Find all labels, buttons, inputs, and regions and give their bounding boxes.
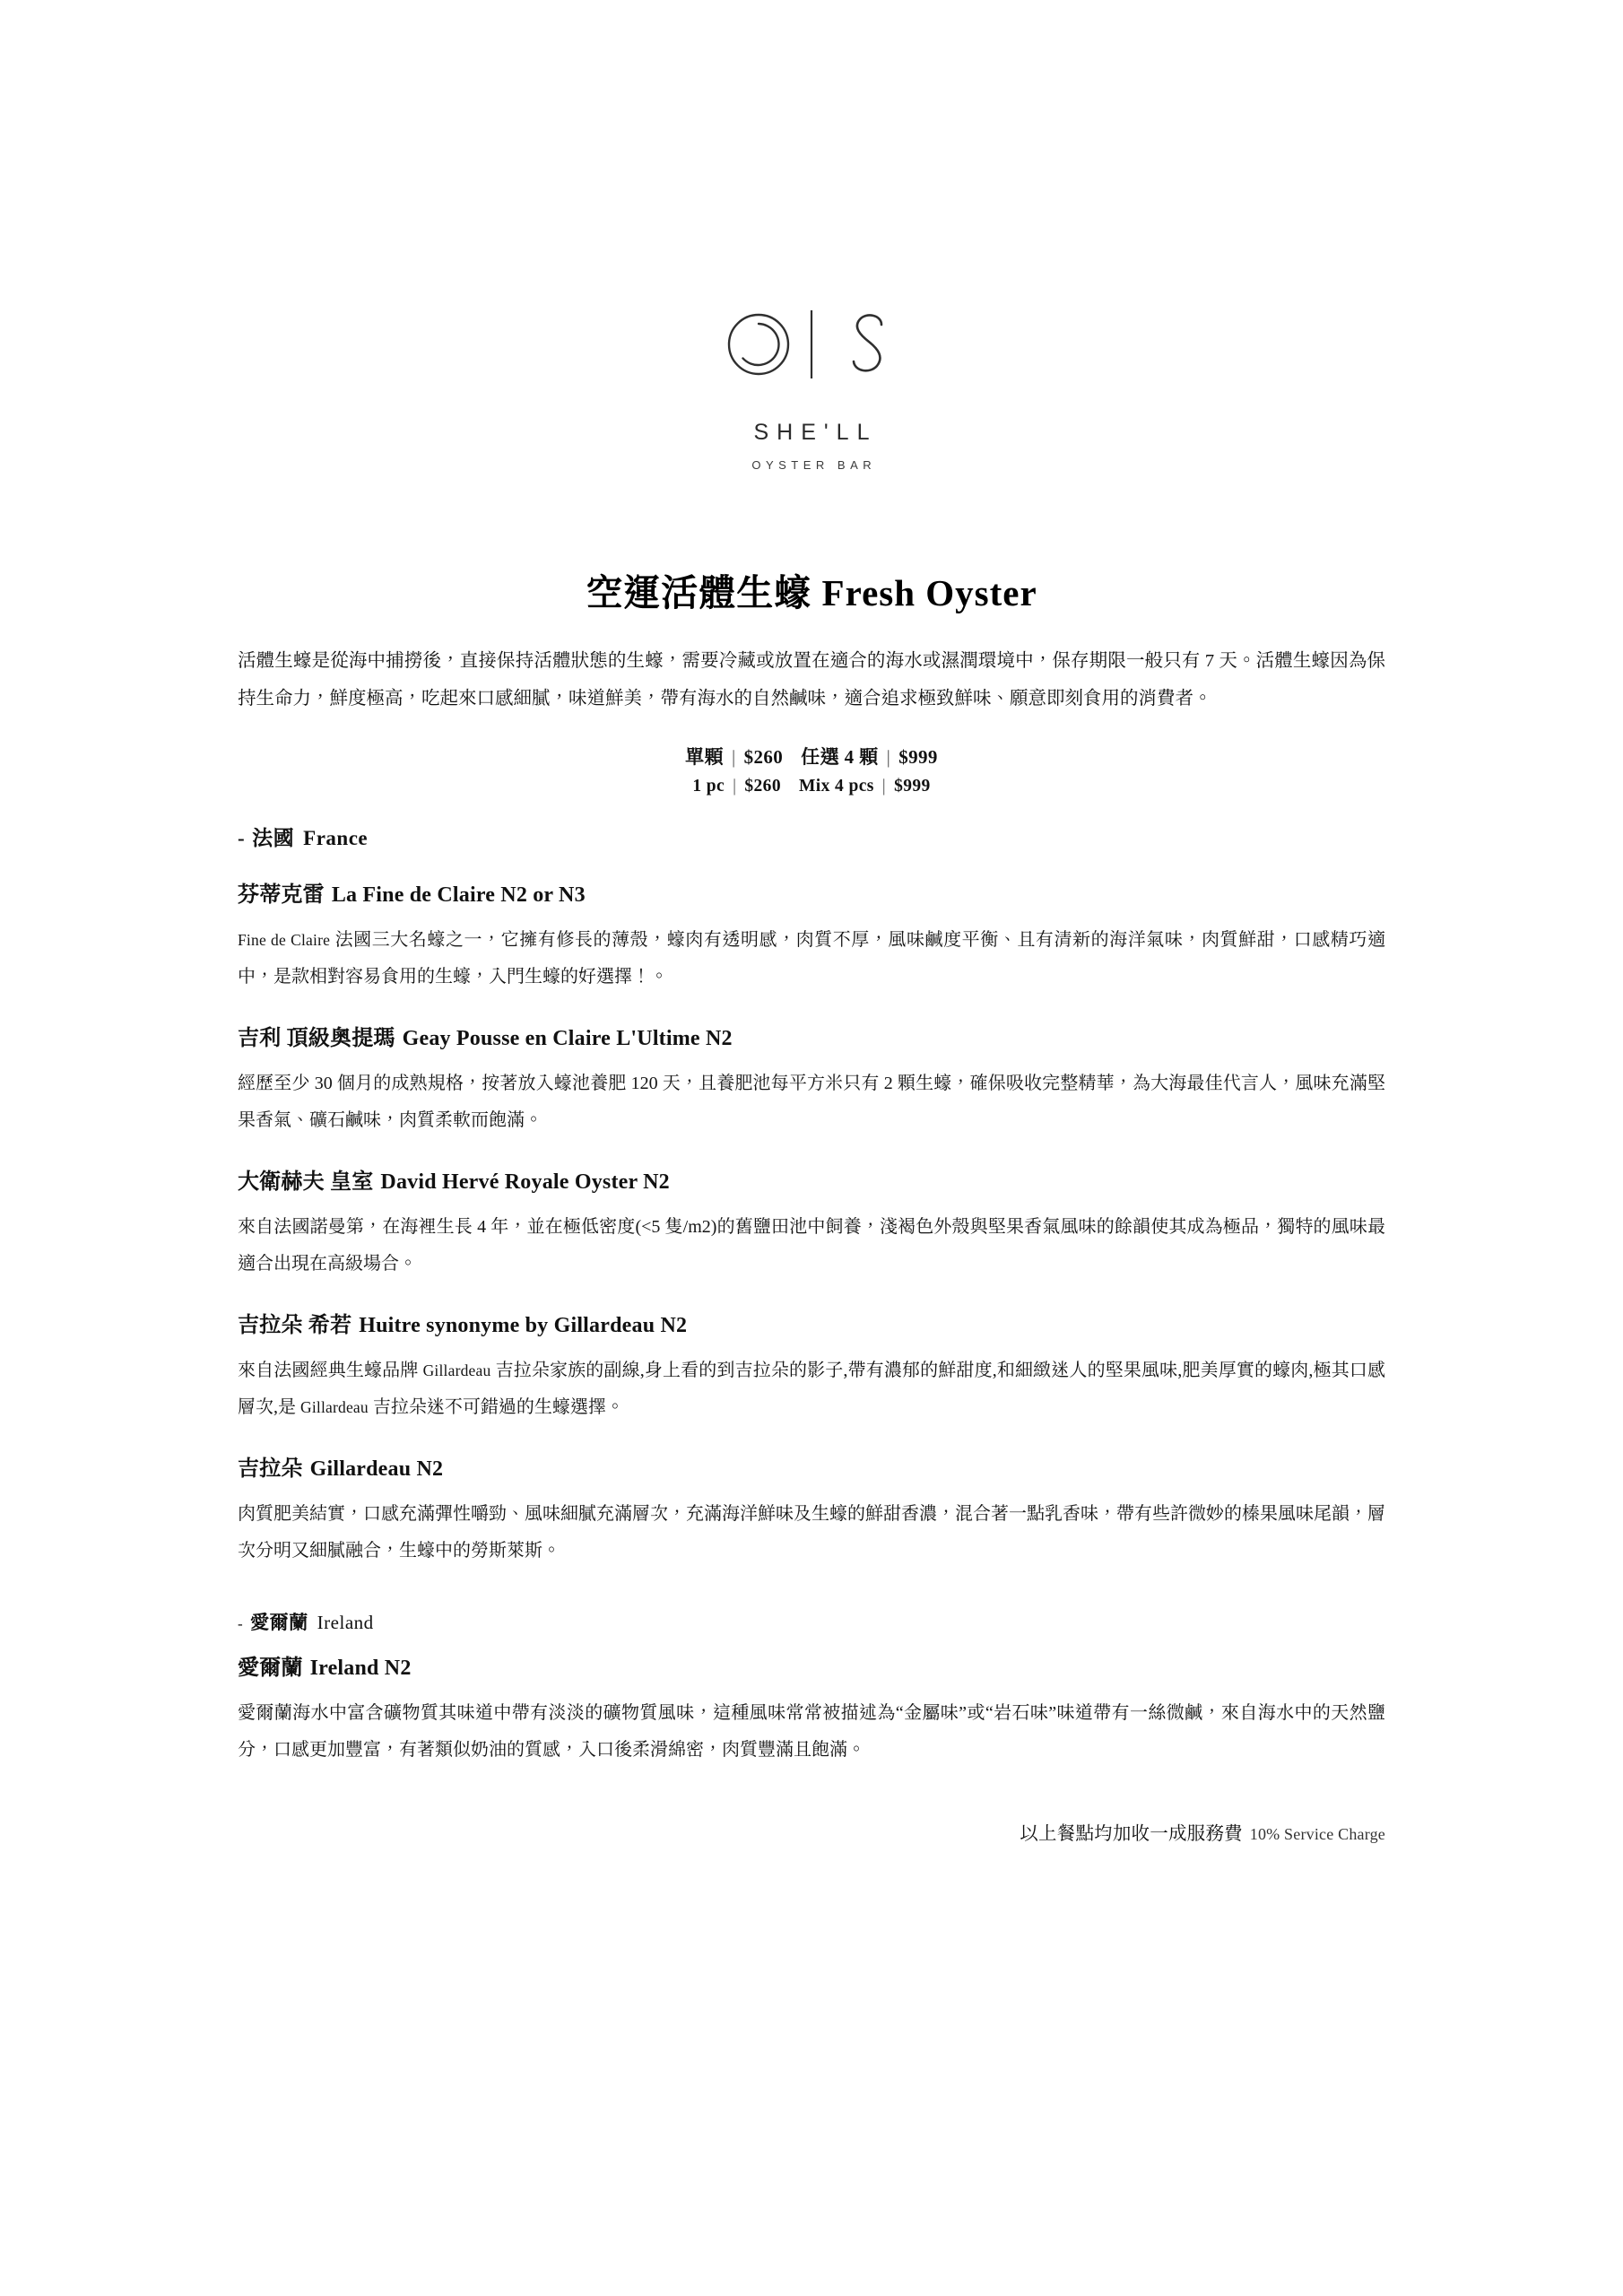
- price-mix-amount-zh: $999: [898, 745, 938, 768]
- price-single-label-en: 1 pc: [692, 776, 725, 796]
- price-single-amount-zh: $260: [743, 745, 784, 768]
- section-heading-ireland: [238, 1569, 1385, 1635]
- menu-item-title: [238, 1169, 1385, 1196]
- menu-item-title: [238, 882, 1385, 909]
- menu-item-title-en: Geay Pousse en Claire L'Ultime N2: [402, 1027, 733, 1051]
- section-name-en: France: [303, 827, 369, 850]
- service-charge-note: [238, 1768, 1385, 1845]
- price-mix-amount-en: $999: [894, 776, 931, 796]
- price-mix-label-zh: 任選 4 顆: [801, 745, 879, 768]
- menu-item-title-zh: 吉拉朵 希若: [238, 1314, 352, 1338]
- service-charge-note-en: 10% Service Charge: [1249, 1825, 1385, 1844]
- menu-item-title-en: David Hervé Royale Oyster N2: [380, 1170, 670, 1195]
- price-separator: |: [886, 745, 891, 768]
- intro-paragraph: 活體生蠔是從海中捕撈後，直接保持活體狀態的生蠔，需要冷藏或放置在適合的海水或濕潤環境中，保存期限一般只有 7 天。活體生蠔因為保持生命力，鮮度極高，吃起來口感細膩，味道鮮美，帶有海水的自然鹹味，適合追求極致鮮味、願意即刻食用的消費者。: [238, 651, 1385, 709]
- brand-wordmark: SHE'LL: [753, 420, 878, 445]
- brand-subwordmark: OYSTER BAR: [751, 458, 877, 472]
- section-dash: -: [238, 1615, 244, 1633]
- menu-item-description-latin: Fine de Claire: [238, 931, 331, 950]
- menu-item-title-zh: 芬蒂克雷: [238, 883, 325, 908]
- menu-item-title: [238, 1456, 1385, 1483]
- menu-item-brand-name: Gillardeau: [300, 1397, 369, 1416]
- section-heading-france: [238, 800, 1385, 851]
- price-separator: |: [733, 776, 737, 796]
- section-name-zh: 愛爾蘭: [250, 1612, 308, 1634]
- menu-item-title: [238, 1025, 1385, 1053]
- menu-item-description-part: 吉拉朵迷不可錯過的生蠔選擇。: [368, 1396, 624, 1417]
- menu-item-brand-name: Gillardeau: [422, 1361, 491, 1380]
- menu-item-geay-pousse: [238, 995, 1385, 1138]
- menu-item-title-zh: 吉拉朵: [238, 1457, 303, 1482]
- menu-item-fine-de-claire: [238, 851, 1385, 995]
- menu-item-title-en: La Fine de Claire N2 or N3: [331, 883, 586, 908]
- pricing-row-zh: [238, 742, 1385, 772]
- price-single-label-zh: 單顆: [685, 745, 724, 768]
- menu-item-title-en: Huitre synonyme by Gillardeau N2: [359, 1314, 688, 1338]
- service-charge-note-zh: 以上餐點均加收一成服務費: [1020, 1824, 1243, 1845]
- pricing-block: [238, 718, 1385, 801]
- menu-item-title-zh: 吉利 頂級奧提瑪: [238, 1027, 395, 1051]
- menu-item-description: 愛爾蘭海水中富含礦物質其味道中帶有淡淡的礦物質風味，這種風味常常被描述為“金屬味”或“岩石味”味道帶有一絲微鹹，來自海水中的天然鹽分，口感更加豐富，有著類似奶油的質感，入口後柔滑綿密，肉質豐滿且飽滿。: [238, 1703, 1385, 1760]
- price-mix-label-en: Mix 4 pcs: [798, 776, 874, 796]
- menu-item-huitre-synonyme: [238, 1282, 1385, 1425]
- brand-logo: [238, 0, 1385, 472]
- menu-item-description: 經歷至少 30 個月的成熟規格，按著放入蠔池養肥 120 天，且養肥池每平方米只有 2 顆生蠔，確保吸收完整精華，為大海最佳代言人，風味充滿堅果香氣、礦石鹹味，肉質柔軟而飽滿。: [238, 1074, 1385, 1130]
- menu-item-description-part: 吉拉朵家族的副線,身上看的到吉拉朵的影子,帶有濃郁的鮮甜度,和細緻迷人的堅果風味,肥美厚實的蠔肉,極其口感層次,是: [238, 1361, 1386, 1417]
- section-dash: -: [238, 827, 246, 850]
- price-separator: |: [881, 776, 887, 796]
- menu-item-title: [238, 1655, 1385, 1683]
- menu-item-description: 肉質肥美結實，口感充滿彈性嚼勁、風味細膩充滿層次，充滿海洋鮮味及生蠔的鮮甜香濃，混合著一點乳香味，帶有些許微妙的榛果風味尾韻，層次分明又細膩融合，生蠔中的勞斯萊斯。: [238, 1504, 1385, 1561]
- menu-item-title-en: Ireland N2: [309, 1657, 412, 1681]
- menu-item-title: [238, 1312, 1385, 1340]
- pricing-row-en: [238, 772, 1385, 801]
- menu-item-title-en: Gillardeau N2: [309, 1457, 444, 1482]
- menu-item-gillardeau: [238, 1425, 1385, 1569]
- section-name-zh: 法國: [252, 827, 295, 850]
- menu-item-description: [238, 1340, 1385, 1425]
- price-single-amount-en: $260: [744, 776, 781, 796]
- menu-item-title-zh: 大衛赫夫 皇室: [238, 1170, 374, 1195]
- menu-item-ireland: [238, 1635, 1385, 1768]
- price-separator: |: [731, 745, 736, 768]
- section-name-en: Ireland: [317, 1612, 374, 1634]
- menu-item-description-part: 來自法國經典生蠔品牌: [238, 1361, 423, 1381]
- page-title: 空運活體生蠔 Fresh Oyster: [586, 572, 1037, 613]
- menu-item-description-zh: 法國三大名蠔之一，它擁有修長的薄殼，蠔肉有透明感，肉質不厚，風味鹹度平衡、且有清新的海洋氣味，肉質鮮甜，口感精巧適中，是款相對容易食用的生蠔，入門生蠔的好選擇！。: [238, 930, 1385, 987]
- circle-and-s-logo-icon: [717, 300, 906, 389]
- menu-item-david-herve: [238, 1138, 1385, 1282]
- menu-item-description: 來自法國諾曼第，在海裡生長 4 年，並在極低密度(<5 隻/m2)的舊鹽田池中飼養，淺褐色外殼與堅果香氣風味的餘韻使其成為極品，獨特的風味最適合出現在高級場合。: [238, 1217, 1385, 1274]
- menu-item-title-zh: 愛爾蘭: [238, 1657, 303, 1681]
- menu-item-description: [238, 909, 1385, 995]
